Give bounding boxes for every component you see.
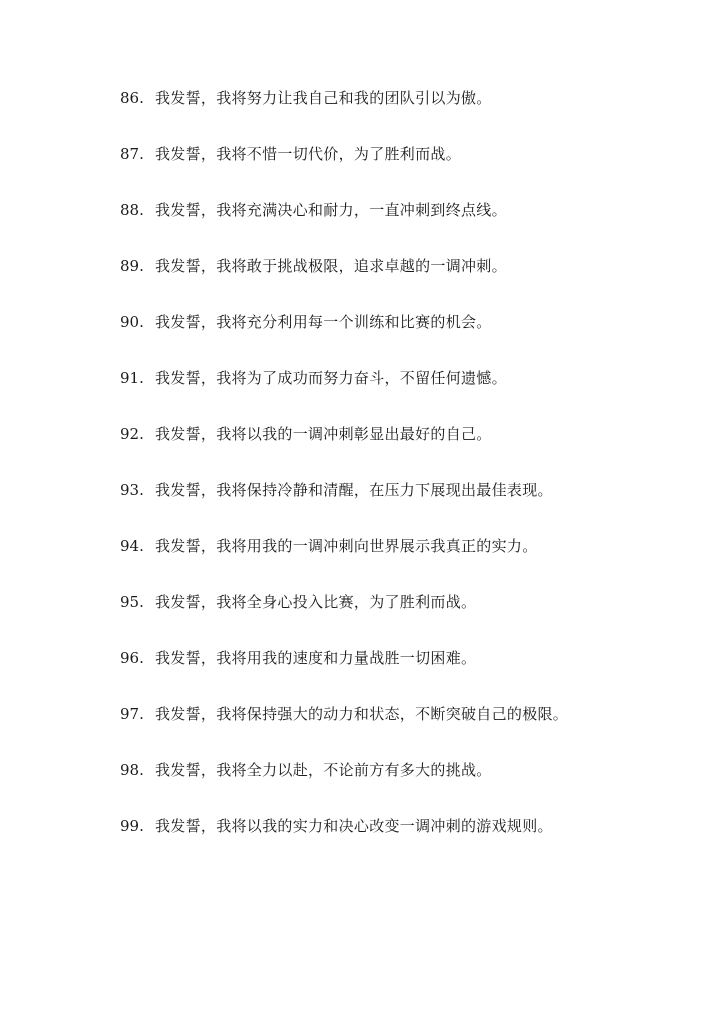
list-item <box>120 476 568 532</box>
item-text: 我发誓，我将保持冷静和清醒，在压力下展现出最佳表现。 <box>155 481 553 499</box>
list-item <box>120 252 568 308</box>
item-number: 99. <box>120 817 144 835</box>
item-text: 我发誓，我将不惜一切代价，为了胜利而战。 <box>155 145 462 163</box>
item-number: 91. <box>120 369 144 387</box>
list-item <box>120 700 568 756</box>
list-item <box>120 588 568 644</box>
item-text: 我发誓，我将用我的一调冲刺向世界展示我真正的实力。 <box>155 537 538 555</box>
item-number: 90. <box>120 313 144 331</box>
item-number: 87. <box>120 145 144 163</box>
item-number: 89. <box>120 257 144 275</box>
item-text: 我发誓，我将充满决心和耐力，一直冲刺到终点线。 <box>155 201 507 219</box>
item-text: 我发誓，我将努力让我自己和我的团队引以为傲。 <box>155 89 492 107</box>
item-text: 我发誓，我将保持强大的动力和状态，不断突破自己的极限。 <box>155 705 569 723</box>
item-number: 97. <box>120 705 144 723</box>
list-item <box>120 812 568 868</box>
list-item <box>120 644 568 700</box>
oath-list <box>120 84 568 868</box>
list-item <box>120 756 568 812</box>
item-text: 我发誓，我将全身心投入比赛，为了胜利而战。 <box>155 593 477 611</box>
item-text: 我发誓，我将以我的实力和决心改变一调冲刺的游戏规则。 <box>155 817 553 835</box>
item-number: 86. <box>120 89 144 107</box>
list-item <box>120 140 568 196</box>
list-item <box>120 308 568 364</box>
list-item <box>120 532 568 588</box>
item-number: 88. <box>120 201 144 219</box>
item-number: 95. <box>120 593 144 611</box>
item-text: 我发誓，我将全力以赴，不论前方有多大的挑战。 <box>155 761 492 779</box>
item-text: 我发誓，我将敢于挑战极限，追求卓越的一调冲刺。 <box>155 257 507 275</box>
list-item <box>120 420 568 476</box>
item-number: 94. <box>120 537 144 555</box>
item-number: 96. <box>120 649 144 667</box>
list-item <box>120 364 568 420</box>
list-item <box>120 84 568 140</box>
item-number: 92. <box>120 425 144 443</box>
item-text: 我发誓，我将用我的速度和力量战胜一切困难。 <box>155 649 477 667</box>
item-number: 98. <box>120 761 144 779</box>
item-text: 我发誓，我将为了成功而努力奋斗，不留任何遗憾。 <box>155 369 507 387</box>
item-text: 我发誓，我将以我的一调冲刺彰显出最好的自己。 <box>155 425 492 443</box>
item-number: 93. <box>120 481 144 499</box>
list-item <box>120 196 568 252</box>
item-text: 我发誓，我将充分利用每一个训练和比赛的机会。 <box>155 313 492 331</box>
